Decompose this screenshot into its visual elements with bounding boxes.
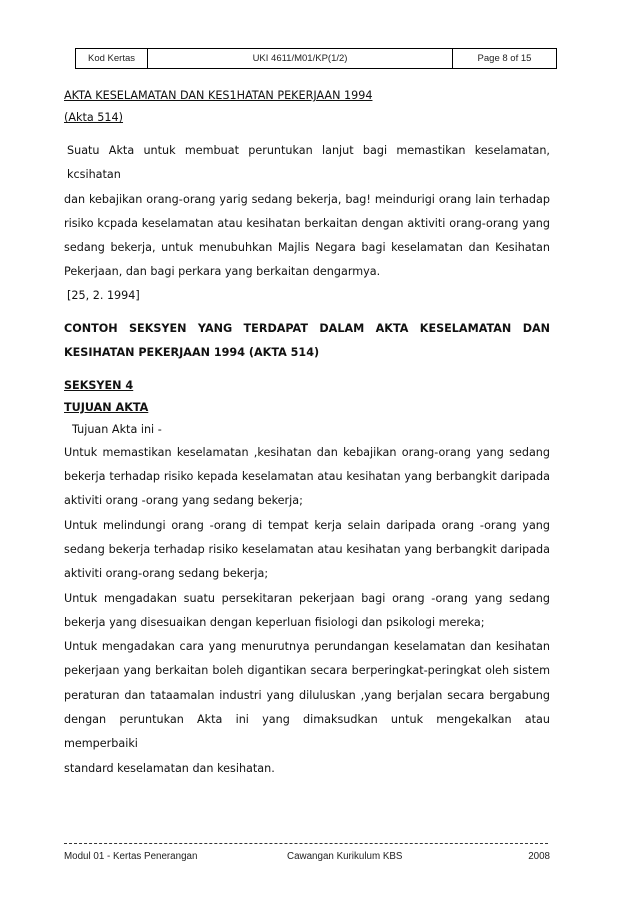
purpose-item: Untuk mengadakan suatu persekitaran pekerjaan bagi orang -orang yang sedang bekerja yang disesuaikan dengan keperluan fisiologi dan psikologi mereka; [64, 591, 550, 629]
footer-divider [64, 843, 548, 844]
page-number: Page 8 of 15 [477, 53, 532, 64]
purpose-item: Untuk memastikan keselamatan ,kesihatan dan kebajikan orang-orang yang sedang bekerja terhadap risiko kepada keselamatan atau kesihatan yang berbangkit daripada aktiviti orang -orang yang sedang bekerja; [64, 445, 550, 508]
citation: [25, 2. 1994] [67, 288, 140, 302]
page-header-table [75, 48, 557, 69]
intro-line: sedang bekerja, untuk menubuhkan Majlis Negara bagi keselamatan dan Kesihatan [64, 241, 550, 255]
tujuan-intro: Tujuan Akta ini - [72, 422, 162, 436]
act-title: AKTA KESELAMATAN DAN KES1HATAN PEKERJAAN 1994 [64, 89, 373, 102]
seksyen-heading: SEKSYEN 4 [64, 378, 134, 392]
kod-kertas-label: Kod Kertas [76, 49, 148, 68]
intro-line: Suatu Akta untuk membuat peruntukan lanjut bagi memastikan keselamatan, kcsihatan [67, 144, 550, 182]
intro-line: Pekerjaan, dan bagi perkara yang berkaitan dengarmya. [64, 265, 381, 279]
page-footer [64, 851, 550, 862]
intro-paragraph [64, 139, 550, 285]
footer-year: 2008 [528, 851, 550, 862]
footer-module: Modul 01 - Kertas Penerangan [64, 851, 198, 862]
document-body [64, 85, 550, 781]
purpose-item: Untuk melindungi orang -orang di tempat kerja selain daripada orang -orang yang sedang bekerja terhadap risiko keselamatan atau kesihatan yang berbangkit daripada aktiviti orang-orang sedang bekerja; [64, 518, 550, 581]
act-number: (Akta 514) [64, 111, 124, 124]
intro-line: dan kebajikan orang-orang yarig sedang bekerja, bag! meindurigi orang lain terhadap [64, 192, 550, 206]
tujuan-heading: TUJUAN AKTA [64, 400, 149, 414]
footer-department: Cawangan Kurikulum KBS [287, 851, 403, 862]
kod-kertas-value: UKI 4611/M01/KP(1/2) [148, 49, 453, 68]
intro-line: risiko kcpada keselamatan atau kesihatan berkaitan dengan aktiviti orang-orang yang [64, 216, 550, 230]
purpose-item: Untuk mengadakan cara yang menurutnya perundangan keselamatan dan kesihatan pekerjaan yang berkaitan boleh digantikan secara berperingkat-peringkat oleh sistem peraturan dan tataamalan industri yang diluluskan ,yang berjalan secara bergabung dengan peruntukan Akta ini yang dimaksudkan untuk mengekalkan atau memperbaiki standard keselamatan dan kesihatan. [64, 640, 550, 775]
section-heading: CONTOH SEKSYEN YANG TERDAPAT DALAM AKTA KESELAMATAN DAN KESIHATAN PEKERJAAN 1994 (AKTA 514) [64, 321, 550, 359]
